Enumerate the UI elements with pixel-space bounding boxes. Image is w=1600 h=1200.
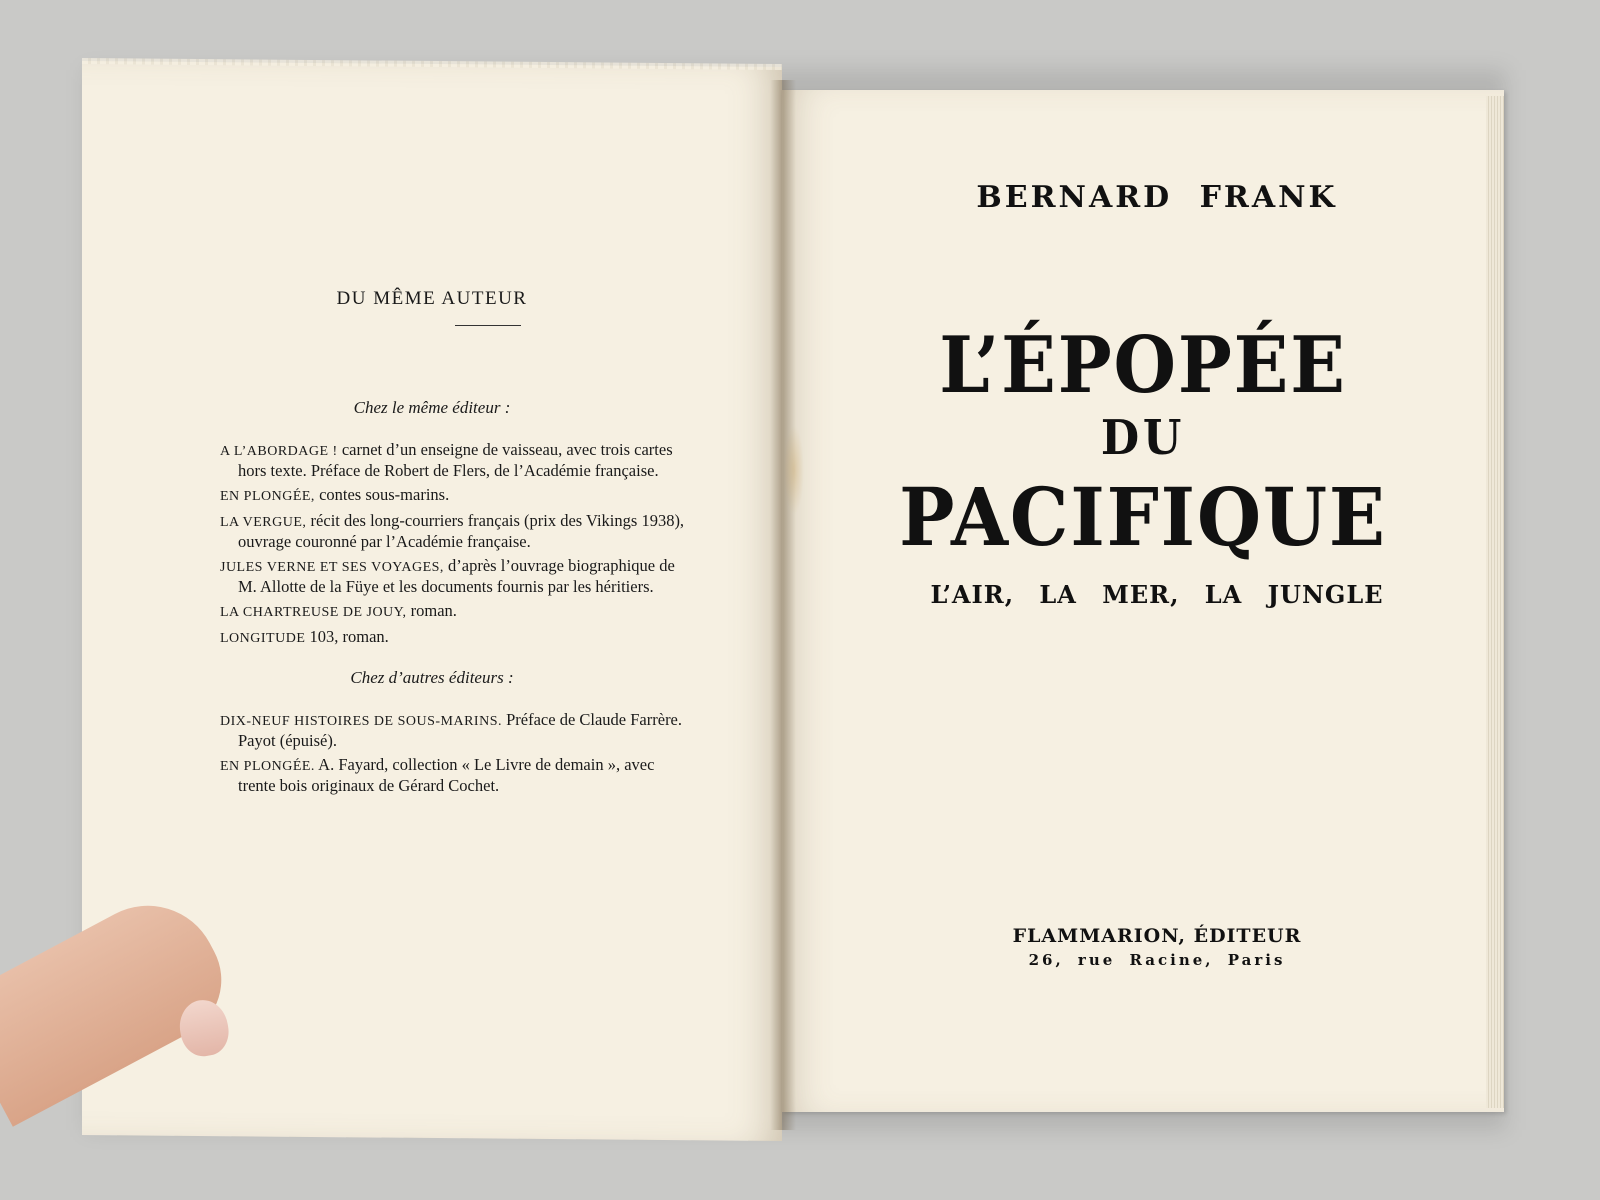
entry-title: EN PLONGÉE.	[220, 759, 315, 774]
entry-title: EN PLONGÉE,	[220, 489, 315, 504]
list-item	[220, 485, 750, 506]
entry-text: d’après l’ouvrage biographique de	[443, 556, 675, 575]
list-item	[220, 755, 750, 795]
heading-rule	[455, 325, 521, 326]
deckle-edge	[82, 58, 782, 70]
entry-title: DIX-NEUF HISTOIRES DE SOUS-MARINS.	[220, 714, 502, 729]
publisher-address: 26, rue Racine, Paris	[1028, 951, 1286, 969]
entry-title: LONGITUDE	[220, 631, 306, 646]
entry-continuation: M. Allotte de la Füye et les documents fournis par les héritiers.	[238, 577, 654, 596]
entry-title: LA CHARTREUSE DE JOUY,	[220, 605, 407, 620]
list-item	[220, 627, 750, 648]
entry-text: 103, roman.	[305, 627, 389, 646]
section2-title: Chez d’autres éditeurs :	[350, 668, 514, 687]
list-item	[220, 556, 750, 596]
publisher: FLAMMARION, ÉDITEUR	[1012, 925, 1302, 947]
entry-continuation: Payot (épuisé).	[238, 731, 337, 750]
entry-title: A L’ABORDAGE !	[220, 444, 338, 459]
subtitle: L’AIR, LA MER, LA JUNGLE	[930, 580, 1384, 609]
entry-text: récit des long-courriers français (prix des Vikings 1938),	[306, 511, 685, 530]
entry-text: carnet d’un enseigne de vaisseau, avec trois cartes	[337, 440, 673, 459]
title-line-3: PACIFIQUE	[899, 470, 1387, 564]
section1-list	[220, 440, 750, 653]
entry-text: A. Fayard, collection « Le Livre de demain », avec	[314, 755, 655, 774]
entry-title: JULES VERNE ET SES VOYAGES,	[220, 560, 444, 575]
entry-continuation: trente bois originaux de Gérard Cochet.	[238, 776, 500, 795]
list-item	[220, 511, 750, 551]
section1-title: Chez le même éditeur :	[353, 398, 511, 417]
author-name: BERNARD FRANK	[976, 180, 1338, 215]
title-line-1: L’ÉPOPÉE	[939, 320, 1347, 411]
entry-text: roman.	[406, 601, 457, 620]
entry-continuation: ouvrage couronné par l’Académie française.	[238, 532, 531, 551]
section2-list	[220, 710, 750, 800]
list-item	[220, 440, 750, 480]
book-gutter	[770, 80, 796, 1130]
entry-title: LA VERGUE,	[220, 515, 307, 530]
entry-text: Préface de Claude Farrère.	[501, 710, 683, 729]
title-line-2: DU	[1100, 410, 1186, 466]
paper-stain	[784, 425, 804, 515]
list-item	[220, 710, 750, 750]
entry-text: contes sous-marins.	[314, 485, 450, 504]
list-item	[220, 601, 750, 622]
entry-continuation: hors texte. Préface de Robert de Flers, de l’Académie française.	[238, 461, 659, 480]
left-heading: DU MÊME AUTEUR	[336, 288, 528, 309]
